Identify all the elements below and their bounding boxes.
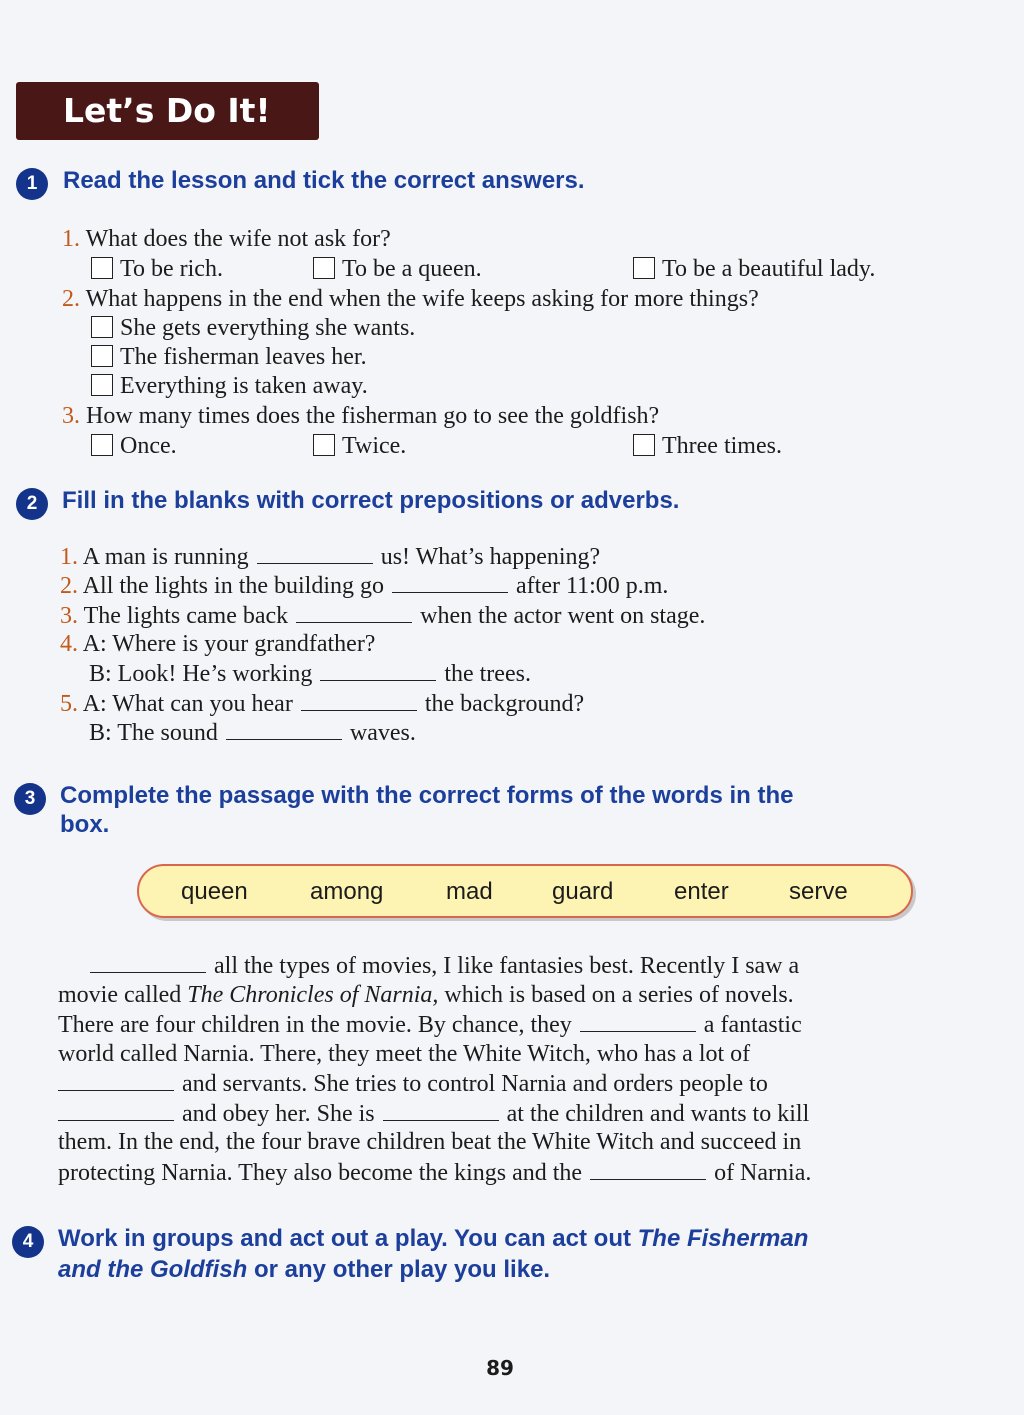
answer-blank[interactable] <box>58 1068 174 1091</box>
play-title: The Fisherman <box>637 1225 809 1252</box>
sentence-4b <box>89 658 531 689</box>
sentence-text: A: What can you hear <box>82 691 293 717</box>
passage-text: at the children and wants to kill <box>506 1101 810 1127</box>
answer-blank[interactable] <box>320 658 436 681</box>
passage-text: and obey her. She is <box>182 1101 375 1127</box>
exercise-4-number: 4 <box>12 1226 44 1258</box>
option-three-times[interactable] <box>633 431 782 461</box>
sentence-text: The lights came back <box>83 603 289 629</box>
passage-text: all the types of movies, I like fantasies best. Recently I saw a <box>214 953 800 979</box>
exercise-1-number: 1 <box>16 168 48 200</box>
sentence-text: the trees. <box>444 661 531 687</box>
passage-text: movie called <box>58 982 182 1008</box>
passage-line-3 <box>58 1009 802 1040</box>
tick-box[interactable] <box>91 434 113 456</box>
tick-box[interactable] <box>91 316 113 338</box>
passage-line-6 <box>50 1098 809 1129</box>
option-label: Twice. <box>342 433 407 459</box>
sentence-text: after 11:00 p.m. <box>516 573 669 599</box>
exercise-4-instruction-line-1 <box>58 1224 808 1254</box>
option-to-be-rich[interactable] <box>91 254 223 284</box>
sentence-text: B: Look! He’s working <box>89 661 313 687</box>
sentence-number: 1. <box>60 544 78 570</box>
play-title: and the Goldfish <box>58 1256 248 1283</box>
sentence-text: A man is running <box>82 544 249 570</box>
exercise-3-instruction-line-1: Complete the passage with the correct forms of the words in the <box>60 782 794 809</box>
passage-line-2 <box>58 980 794 1010</box>
sentence-text: when the actor went on stage. <box>420 603 706 629</box>
tick-box[interactable] <box>91 257 113 279</box>
word-box <box>137 864 913 918</box>
passage-line-5 <box>50 1068 768 1099</box>
tick-box[interactable] <box>313 257 335 279</box>
option-to-be-a-queen[interactable] <box>313 254 482 284</box>
instruction-text: Work in groups and act out a play. You can act out <box>58 1225 631 1252</box>
passage-text: a fantastic <box>703 1012 802 1038</box>
sentence-3 <box>60 600 705 631</box>
exercise-1-heading <box>16 166 1016 200</box>
instruction-text: or any other play you like. <box>254 1256 551 1283</box>
lets-do-it-banner: Let’s Do It! <box>16 82 319 140</box>
answer-blank[interactable] <box>58 1098 174 1121</box>
exercise-1-instruction: Read the lesson and tick the correct answers. <box>63 167 585 194</box>
passage-line-7 <box>58 1127 801 1157</box>
sentence-5a <box>60 688 584 719</box>
sentence-text: B: The sound <box>89 720 218 746</box>
option-to-be-a-beautiful-lady[interactable] <box>633 254 875 284</box>
answer-blank[interactable] <box>383 1098 499 1121</box>
answer-blank[interactable] <box>90 950 206 973</box>
exercise-3-heading <box>14 781 1014 845</box>
option-label: To be rich. <box>120 256 223 282</box>
sentence-number: 2. <box>60 573 78 599</box>
option-label: To be a queen. <box>342 256 482 282</box>
tick-box[interactable] <box>313 434 335 456</box>
sentence-text: us! What’s happening? <box>380 544 601 570</box>
sentence-4a <box>60 629 375 659</box>
movie-title: The Chronicles of Narnia, <box>187 982 439 1008</box>
passage-text: them. In the end, the four brave children beat the White Witch and succeed in <box>58 1129 802 1155</box>
question-text: What happens in the end when the wife keeps asking for more things? <box>85 286 759 312</box>
option-everything-taken[interactable] <box>91 371 368 401</box>
sentence-number: 5. <box>60 691 78 717</box>
word-among: among <box>310 878 384 905</box>
question-2 <box>62 284 759 314</box>
word-queen: queen <box>181 878 248 905</box>
sentence-2 <box>60 570 668 601</box>
answer-blank[interactable] <box>296 600 412 623</box>
option-label: The fisherman leaves her. <box>120 344 367 370</box>
option-label: Once. <box>120 433 177 459</box>
option-gets-everything[interactable] <box>91 313 415 343</box>
question-number: 2. <box>62 286 80 312</box>
exercise-2-number: 2 <box>16 488 48 520</box>
option-label: Three times. <box>662 433 782 459</box>
question-text: What does the wife not ask for? <box>85 226 391 252</box>
option-twice[interactable] <box>313 431 406 461</box>
passage-text: and servants. She tries to control Narnia and orders people to <box>182 1071 768 1097</box>
question-3 <box>62 401 659 431</box>
sentence-text: waves. <box>349 720 416 746</box>
answer-blank[interactable] <box>226 717 342 740</box>
exercise-2-instruction: Fill in the blanks with correct prepositions or adverbs. <box>62 487 680 514</box>
passage-text: world called Narnia. There, they meet the White Witch, who has a lot of <box>58 1041 751 1067</box>
question-number: 1. <box>62 226 80 252</box>
passage-line-1 <box>82 950 799 981</box>
sentence-5b <box>89 717 416 748</box>
option-label: Everything is taken away. <box>120 373 368 399</box>
word-enter: enter <box>674 878 729 905</box>
exercise-3-number: 3 <box>14 783 46 815</box>
answer-blank[interactable] <box>590 1157 706 1180</box>
tick-box[interactable] <box>633 257 655 279</box>
passage-text: which is based on a series of novels. <box>444 982 794 1008</box>
answer-blank[interactable] <box>301 688 417 711</box>
tick-box[interactable] <box>633 434 655 456</box>
passage-line-8 <box>58 1157 811 1188</box>
sentence-number: 4. <box>60 631 78 657</box>
tick-box[interactable] <box>91 374 113 396</box>
sentence-number: 3. <box>60 603 78 629</box>
word-guard: guard <box>552 878 614 905</box>
word-mad: mad <box>446 878 493 905</box>
exercise-2-heading <box>16 486 1016 520</box>
answer-blank[interactable] <box>580 1009 696 1032</box>
answer-blank[interactable] <box>257 541 373 564</box>
page-number: 89 <box>486 1356 514 1380</box>
question-number: 3. <box>62 403 80 429</box>
sentence-1 <box>60 541 600 572</box>
sentence-text: All the lights in the building go <box>82 573 385 599</box>
sentence-text: the background? <box>424 691 585 717</box>
option-once[interactable] <box>91 431 177 461</box>
question-1 <box>62 224 391 254</box>
option-label: She gets everything she wants. <box>120 315 416 341</box>
answer-blank[interactable] <box>392 570 508 593</box>
sentence-text: A: Where is your grandfather? <box>82 631 376 657</box>
tick-box[interactable] <box>91 345 113 367</box>
exercise-4-instruction-line-2 <box>58 1255 550 1285</box>
exercise-3-instruction-line-2: box. <box>60 811 110 838</box>
passage-text: protecting Narnia. They also become the kings and the <box>58 1160 583 1186</box>
passage-line-4 <box>58 1039 750 1069</box>
exercise-4-heading <box>12 1224 1012 1288</box>
option-label: To be a beautiful lady. <box>662 256 876 282</box>
word-serve: serve <box>789 878 848 905</box>
question-text: How many times does the fisherman go to see the goldfish? <box>86 403 660 429</box>
passage-text: There are four children in the movie. By chance, they <box>58 1012 572 1038</box>
option-fisherman-leaves[interactable] <box>91 342 367 372</box>
passage-text: of Narnia. <box>714 1160 812 1186</box>
